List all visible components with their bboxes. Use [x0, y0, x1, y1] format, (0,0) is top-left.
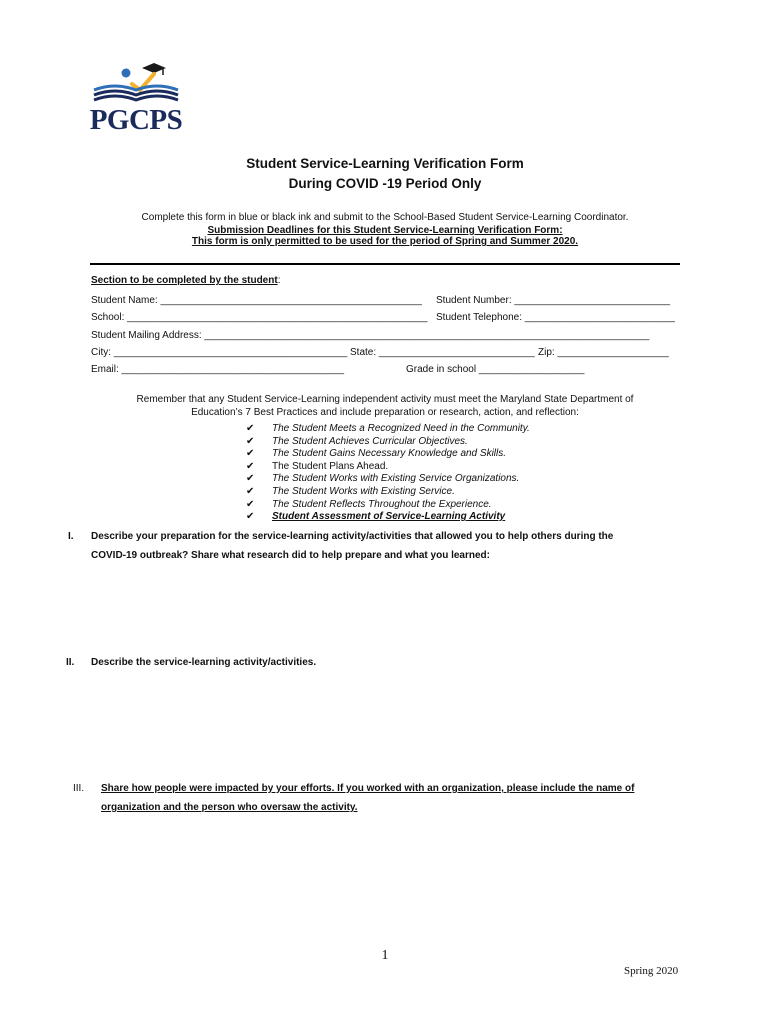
question-2-text: Describe the service-learning activity/activities.: [91, 657, 317, 668]
pgcps-logo: [88, 60, 184, 140]
question-3-answer-area[interactable]: [91, 822, 681, 932]
intro-period: This form is only permitted to be used for the period of Spring and Summer 2020.: [191, 236, 579, 247]
question-1-text: [91, 527, 613, 565]
form-subtitle: During COVID -19 Period Only: [288, 176, 482, 191]
list-item: [246, 461, 530, 474]
list-item-label: The Student Reflects Throughout the Experience.: [272, 498, 492, 510]
checkmark-icon: ✔: [246, 460, 255, 472]
student-telephone-field[interactable]: Student Telephone: ___________________________: [436, 312, 675, 323]
section-divider: [90, 263, 680, 265]
checkmark-icon: ✔: [246, 473, 255, 485]
mailing-address-field[interactable]: Student Mailing Address: ________________________________________________________________________________: [91, 330, 650, 341]
school-field[interactable]: School: ______________________________________________________: [91, 312, 428, 323]
question-3-text: [101, 779, 634, 817]
checkmark-icon: ✔: [246, 511, 255, 523]
list-item-label: Student Assessment of Service-Learning Activity: [272, 511, 506, 523]
list-item-label: The Student Meets a Recognized Need in the Community.: [272, 423, 530, 434]
state-field[interactable]: State: ____________________________: [350, 347, 535, 358]
section-heading-colon: :: [277, 275, 281, 286]
question-3-line-1: Share how people were impacted by your efforts. If you worked with an organization, please include the name of: [101, 783, 635, 794]
best-practices-intro: [110, 393, 660, 419]
list-item-label: The Student Plans Ahead.: [272, 460, 389, 472]
list-item: [246, 473, 530, 486]
checkmark-icon: ✔: [246, 435, 255, 447]
list-item: [246, 486, 530, 499]
intro-deadlines: Submission Deadlines for this Student Service-Learning Verification Form:: [207, 225, 563, 236]
list-item: [246, 511, 530, 524]
intro-instruction: Complete this form in blue or black ink and submit to the School-Based Student Service-Learning Coordinator.: [141, 212, 629, 223]
student-number-field[interactable]: Student Number: ____________________________: [436, 295, 671, 306]
question-1-number: I.: [68, 531, 74, 542]
question-1-line-1: Describe your preparation for the service-learning activity/activities that allowed you to help others during the: [91, 531, 614, 542]
question-1-line-2: COVID-19 outbreak? Share what research did to help prepare and what you learned:: [91, 550, 490, 561]
list-item-label: The Student Achieves Curricular Objectives.: [272, 435, 468, 447]
list-item: [246, 499, 530, 512]
list-item: [246, 423, 530, 436]
question-2-answer-area[interactable]: [91, 676, 681, 776]
section-heading: [91, 275, 280, 286]
zip-field[interactable]: Zip: ____________________: [538, 347, 669, 358]
checkmark-icon: ✔: [246, 485, 255, 497]
page-number: 1: [381, 948, 389, 963]
city-field[interactable]: City: __________________________________________: [91, 347, 348, 358]
footer-term: Spring 2020: [624, 965, 679, 977]
list-item-label: The Student Gains Necessary Knowledge and Skills.: [272, 448, 507, 460]
question-3-line-2: organization and the person who oversaw the activity.: [101, 802, 358, 813]
form-title: Student Service-Learning Verification Form: [246, 156, 524, 171]
list-item: [246, 448, 530, 461]
question-1-answer-area[interactable]: [91, 570, 681, 650]
student-name-field[interactable]: Student Name: _______________________________________________: [91, 295, 422, 306]
section-heading-text: Section to be completed by the student: [91, 275, 278, 286]
question-3-number: III.: [73, 783, 85, 794]
remember-line-1: Remember that any Student Service-Learning independent activity must meet the Maryland State Department of: [136, 394, 634, 405]
question-2-number: II.: [66, 657, 75, 668]
list-item-label: The Student Works with Existing Service Organizations.: [272, 473, 520, 485]
list-item-label: The Student Works with Existing Service.: [272, 485, 455, 497]
best-practices-list: [246, 423, 530, 524]
logo-graphic: [88, 60, 184, 106]
logo-wordmark: PGCPS: [89, 104, 183, 136]
remember-line-2: Education’s 7 Best Practices and include preparation or research, action, and reflection:: [191, 407, 579, 418]
list-item: [246, 436, 530, 449]
grade-field[interactable]: Grade in school ___________________: [406, 364, 585, 375]
checkmark-icon: ✔: [246, 448, 255, 460]
checkmark-icon: ✔: [246, 423, 255, 434]
email-field[interactable]: Email: ________________________________________: [91, 364, 345, 375]
checkmark-icon: ✔: [246, 498, 255, 510]
